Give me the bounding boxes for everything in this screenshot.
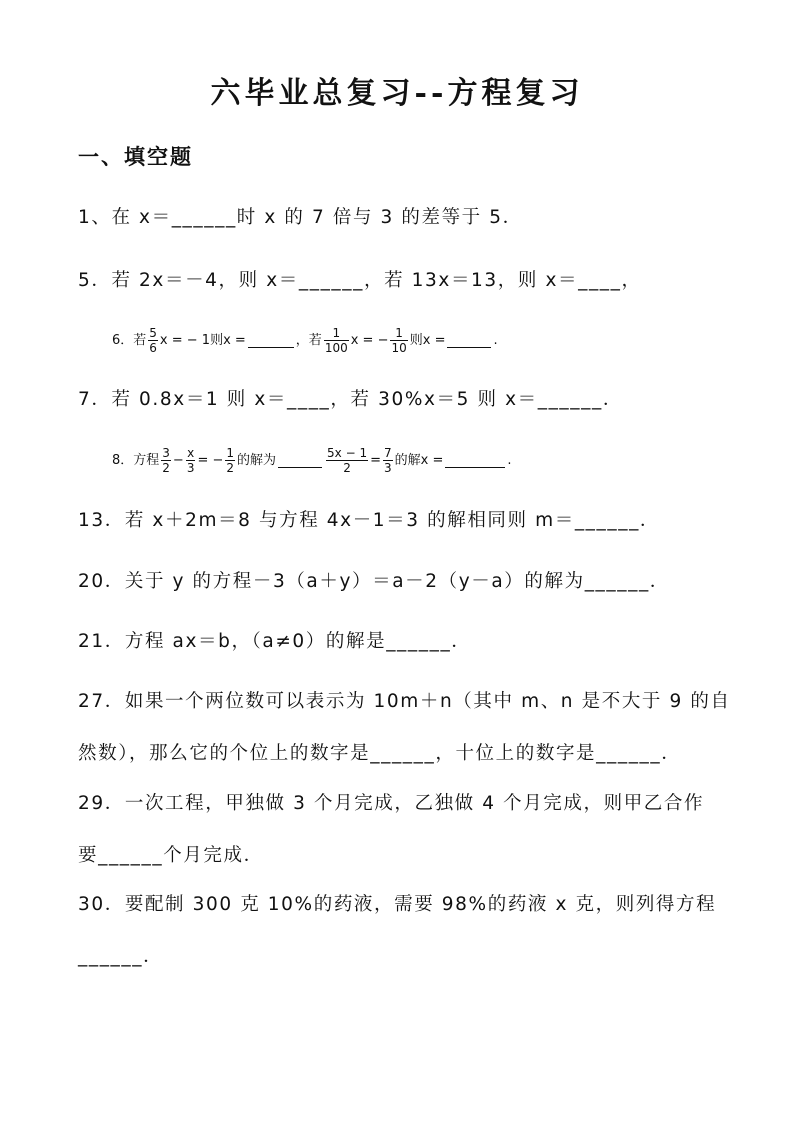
- q8-fraction-4: [326, 446, 368, 475]
- q8-eq: = −: [197, 452, 224, 468]
- q8-fraction-5: [383, 446, 393, 475]
- q6-fraction-3: [390, 326, 407, 355]
- section-heading: 一、填空题: [78, 144, 193, 169]
- q27-line-1: 27．如果一个两位数可以表示为 10m＋n（其中 m、n 是不大于 9 的自: [78, 691, 731, 712]
- q8-f5-denominator: 3: [384, 461, 392, 475]
- q6-comma: ，若: [295, 332, 322, 348]
- q8-f1-denominator: 2: [162, 461, 170, 475]
- q27-line-2: 然数），那么它的个位上的数字是______，十位上的数字是______．: [78, 743, 682, 764]
- q6-f2-numerator: 1: [332, 326, 341, 340]
- q6-f3-denominator: 10: [391, 341, 407, 355]
- q8-mid-2: 的解x =: [394, 452, 444, 468]
- question-21: 21．方程 ax＝b，（a≠0）的解是______．: [78, 631, 472, 652]
- q6-mid-3: 则x =: [409, 332, 446, 348]
- q8-end: .: [507, 452, 512, 468]
- q30-line-1: 30．要配制 300 克 10%的药液，需要 98%的药液 x 克，则列得方程: [78, 894, 717, 915]
- q8-minus: −: [172, 452, 184, 468]
- question-29: [78, 790, 718, 870]
- answer-blank[interactable]: [278, 453, 322, 468]
- question-13: 13．若 x＋2m＝8 与方程 4x－1＝3 的解相同则 m＝______．: [78, 510, 661, 531]
- q6-mid-1: x = − 1则x =: [159, 332, 246, 348]
- q8-f2-numerator: x: [187, 446, 195, 460]
- q8-prefix: 8．方程: [112, 452, 160, 468]
- q6-f3-numerator: 1: [395, 326, 403, 340]
- q8-f3-denominator: 2: [226, 461, 235, 475]
- q8-f5-numerator: 7: [384, 446, 392, 460]
- q6-mid-2: x = −: [350, 332, 389, 348]
- question-20: 20．关于 y 的方程－3（a＋y）＝a－2（y－a）的解为______．: [78, 571, 670, 592]
- q8-f4-numerator: 5x − 1: [327, 446, 368, 460]
- page-title: 六毕业总复习--方程复习: [210, 76, 584, 111]
- q6-fraction-1: [148, 326, 158, 355]
- q6-f1-numerator: 5: [149, 326, 157, 340]
- q8-fraction-1: [161, 446, 171, 475]
- question-7: 7．若 0.8x＝1 则 x＝____，若 30%x＝5 则 x＝______．: [78, 389, 623, 410]
- answer-blank[interactable]: [445, 453, 505, 468]
- q8-fraction-2: [186, 446, 196, 475]
- question-30: [78, 891, 718, 971]
- answer-blank[interactable]: [447, 333, 491, 348]
- q8-eq-2: =: [370, 452, 382, 468]
- q6-fraction-2: [324, 326, 349, 355]
- q6-f2-denominator: 100: [324, 341, 348, 355]
- q6-f1-denominator: 6: [149, 341, 157, 355]
- question-6: [112, 326, 498, 355]
- q29-line-2: 要______个月完成．: [78, 845, 264, 866]
- q8-mid-1: 的解为: [237, 452, 277, 468]
- q6-end: .: [493, 332, 498, 348]
- q8-f2-denominator: 3: [186, 461, 195, 475]
- q30-line-2: ______．: [78, 946, 164, 967]
- answer-blank[interactable]: [248, 333, 294, 348]
- q29-line-1: 29．一次工程，甲独做 3 个月完成，乙独做 4 个月完成，则甲乙合作: [78, 793, 705, 814]
- question-5: 5．若 2x＝－4，则 x＝______，若 13x＝13，则 x＝____，: [78, 270, 642, 291]
- q6-prefix: 6．若: [112, 332, 147, 348]
- q8-f4-denominator: 2: [343, 461, 351, 475]
- question-8: [112, 446, 512, 475]
- question-1: 1、在 x＝______时 x 的 7 倍与 3 的差等于 5．: [78, 207, 523, 228]
- q8-f1-numerator: 3: [162, 446, 170, 460]
- q8-f3-numerator: 1: [226, 446, 235, 460]
- q8-fraction-3: [225, 446, 235, 475]
- question-27: [78, 688, 731, 768]
